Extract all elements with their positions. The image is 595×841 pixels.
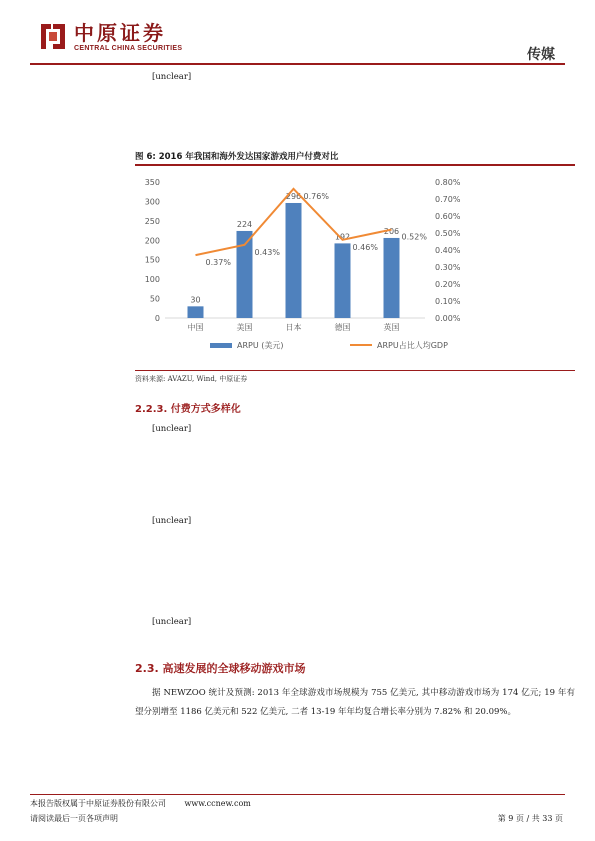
- paragraph-arpu-trend: [unclear]: [152, 72, 192, 82]
- figure-bottom-rule: [135, 370, 575, 371]
- header-divider: [30, 63, 565, 65]
- x-category-label: 中国: [187, 323, 204, 332]
- y-left-tick-label: 0: [154, 314, 160, 323]
- arpu-chart: [135, 168, 575, 368]
- paragraph-monument-valley: [unclear]: [152, 516, 192, 526]
- line-value-label: 0.76%: [303, 191, 329, 201]
- y-left-tick-label: 100: [144, 275, 160, 285]
- logo-english-name: CENTRAL CHINA SECURITIES: [74, 44, 183, 52]
- line-value-label: 0.43%: [254, 247, 280, 257]
- x-category-label: 英国: [383, 323, 400, 332]
- bar-value-label: 30: [190, 295, 201, 305]
- y-right-tick-label: 0.20%: [435, 280, 461, 289]
- bar: [335, 243, 351, 318]
- bar-value-label: 206: [383, 226, 400, 236]
- footer-copyright: [30, 798, 251, 809]
- paragraph-payment-models: [unclear]: [152, 424, 192, 434]
- legend-line-label: ARPU占比人均GDP: [377, 341, 448, 350]
- section-label: 传媒: [527, 47, 555, 63]
- y-right-tick-label: 0.60%: [435, 212, 461, 221]
- y-left-tick-label: 150: [144, 255, 160, 265]
- y-right-tick-label: 0.10%: [435, 297, 461, 306]
- bar: [384, 238, 400, 318]
- y-left-tick-label: 250: [144, 216, 160, 226]
- figure-top-rule: [135, 164, 575, 166]
- paragraph-newzoo: 据 NEWZOO 统计及预测: 2013 年全球游戏市场规模为 755 亿美元, 其中移动游戏市场为 174 亿元; 19 年有望分别增至 1186 亿美元和 522 亿美元, 二者 13-19 年年均复合增长率分别为 7.82% 和 20.09%。: [135, 688, 575, 717]
- bar-value-label: 296: [285, 191, 302, 201]
- y-right-tick-label: 0.70%: [435, 195, 461, 204]
- logo-chinese-name: 中原证券: [74, 20, 166, 45]
- y-left-tick-label: 50: [149, 294, 160, 304]
- figure-source: 资料来源: AVAZU, Wind, 中原证券: [135, 375, 248, 383]
- y-right-tick-label: 0.40%: [435, 246, 461, 255]
- legend-bar-swatch: [210, 343, 232, 348]
- line-value-label: 0.52%: [401, 232, 427, 242]
- figure-title: 图 6: 2016 年我国和海外发达国家游戏用户付费对比: [135, 152, 339, 162]
- footer-divider: [30, 794, 565, 795]
- page-header: [0, 0, 595, 70]
- company-logo: [38, 20, 182, 54]
- y-right-tick-label: 0.00%: [435, 314, 461, 323]
- logo-mark-icon: [38, 20, 68, 54]
- heading-payment-diversification: 2.2.3. 付费方式多样化: [135, 404, 241, 415]
- line-value-label: 0.37%: [205, 258, 231, 268]
- footer-copyright-text: 本报告版权属于中原证券股份有限公司: [30, 799, 166, 808]
- x-category-label: 美国: [236, 323, 253, 332]
- footer-website-link[interactable]: www.ccnew.com: [184, 799, 251, 808]
- chart-svg: [135, 168, 575, 368]
- bar: [286, 203, 302, 318]
- heading-global-mobile-market: 2.3. 高速发展的全球移动游戏市场: [135, 662, 306, 675]
- y-right-tick-label: 0.30%: [435, 263, 461, 272]
- paragraph-future-trend: [unclear]: [152, 617, 192, 627]
- footer-disclaimer: 请阅读最后一页各项声明: [30, 814, 118, 823]
- legend-bar-label: ARPU (美元): [237, 341, 284, 350]
- page-number: 第 9 页 / 共 33 页: [497, 814, 563, 823]
- x-category-label: 日本: [285, 323, 302, 332]
- bar-value-label: 192: [334, 232, 351, 242]
- y-left-tick-label: 200: [144, 236, 160, 246]
- bar: [188, 306, 204, 318]
- line-value-label: 0.46%: [352, 242, 378, 252]
- y-right-tick-label: 0.80%: [435, 178, 461, 187]
- x-category-label: 德国: [334, 323, 351, 332]
- y-left-tick-label: 350: [144, 178, 160, 187]
- y-right-tick-label: 0.50%: [435, 229, 461, 238]
- y-left-tick-label: 300: [144, 197, 160, 207]
- bar-value-label: 224: [236, 219, 253, 229]
